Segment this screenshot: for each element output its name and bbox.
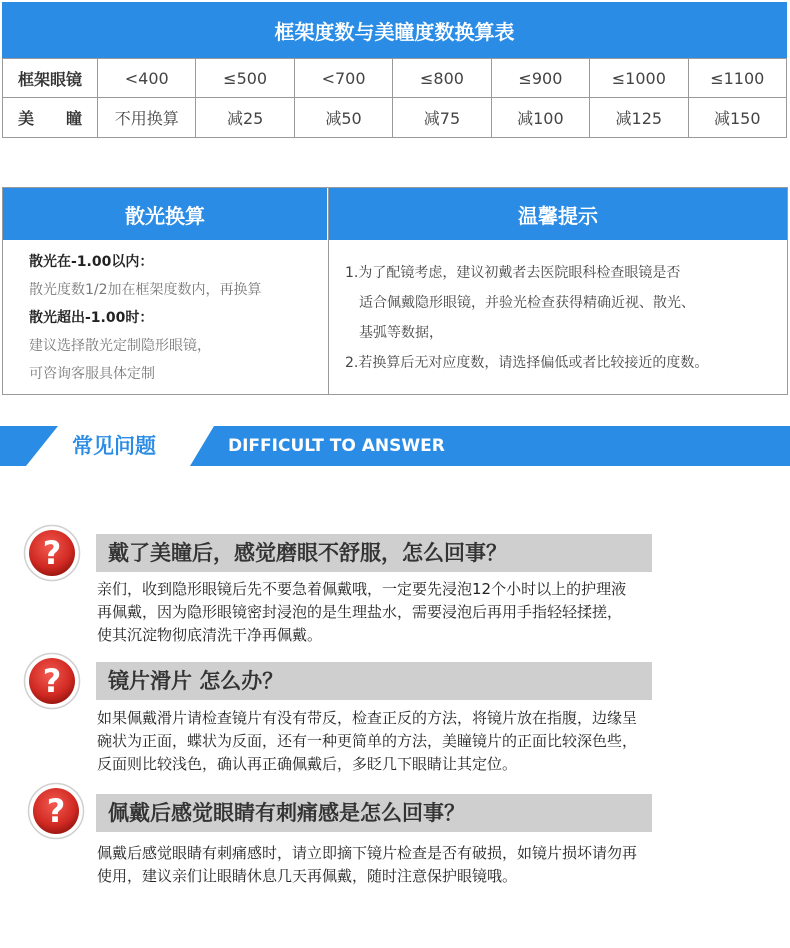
astig-line: 建议选择散光定制隐形眼镜， bbox=[29, 338, 211, 354]
faq-answer bbox=[97, 578, 757, 647]
svg-text:?: ? bbox=[42, 662, 62, 700]
tips-line: 基弧等数据， bbox=[359, 325, 443, 341]
table-cell: 减150 bbox=[688, 98, 786, 138]
table-cell: ≤500 bbox=[196, 59, 294, 98]
faq-answer bbox=[97, 707, 757, 776]
table-cell: <400 bbox=[98, 59, 196, 98]
svg-text:?: ? bbox=[46, 792, 66, 830]
table-cell: ≤800 bbox=[393, 59, 491, 98]
faq-answer-line: 反面则比较浅色，确认再正确佩戴后，多眨几下眼睛让其定位。 bbox=[97, 755, 518, 773]
faq-answer-line: 使其沉淀物彻底清洗干净再佩戴。 bbox=[97, 626, 323, 644]
tips-title: 温馨提示 bbox=[329, 188, 787, 240]
conversion-table bbox=[2, 58, 787, 138]
table-cell: 美 瞳 bbox=[3, 98, 98, 138]
tips-line: 2.若换算后无对应度数，请选择偏低或者比较接近的度数。 bbox=[345, 355, 709, 371]
table-cell: ≤1100 bbox=[688, 59, 786, 98]
conversion-table-section bbox=[2, 2, 787, 138]
table-cell: 减75 bbox=[393, 98, 491, 138]
banner-title-cn: 常见问题 bbox=[72, 434, 156, 458]
tips-line: 适合佩戴隐形眼镜，并验光检查获得精确近视、散光、 bbox=[359, 295, 695, 311]
faq-answer bbox=[97, 842, 757, 888]
faq-answer-line: 使用，建议亲们让眼睛休息几天再佩戴，随时注意保护眼镜哦。 bbox=[97, 867, 518, 885]
tips-line: 1.为了配镜考虑，建议初戴者去医院眼科检查眼镜是否 bbox=[345, 265, 681, 281]
table-cell: 框架眼镜 bbox=[3, 59, 98, 98]
table-cell: <700 bbox=[294, 59, 392, 98]
faq-item bbox=[0, 648, 790, 778]
conversion-table-title: 框架度数与美瞳度数换算表 bbox=[2, 2, 787, 58]
astig-body bbox=[3, 240, 328, 388]
astig-panel bbox=[3, 188, 329, 394]
faq-answer-line: 亲们，收到隐形眼镜后先不要急着佩戴哦，一定要先浸泡12个小时以上的护理液 bbox=[97, 580, 627, 598]
table-cell: ≤1000 bbox=[590, 59, 688, 98]
table-row-frame bbox=[3, 59, 787, 98]
question-mark-icon bbox=[27, 782, 85, 840]
question-mark-icon bbox=[23, 652, 81, 710]
table-cell: 不用换算 bbox=[98, 98, 196, 138]
tips-body bbox=[329, 240, 787, 378]
table-cell: 减100 bbox=[491, 98, 589, 138]
faq-answer-line: 再佩戴，因为隐形眼镜密封浸泡的是生理盐水，需要浸泡后再用手指轻轻揉搓， bbox=[97, 603, 623, 621]
table-cell: 减125 bbox=[590, 98, 688, 138]
svg-text:?: ? bbox=[42, 534, 62, 572]
tips-panel bbox=[329, 188, 787, 394]
faq-banner bbox=[0, 426, 790, 466]
table-cell: 减50 bbox=[294, 98, 392, 138]
astig-line: 散光度数1/2加在框架度数内，再换算 bbox=[29, 282, 262, 298]
table-cell: ≤900 bbox=[491, 59, 589, 98]
faq-question: 戴了美瞳后，感觉磨眼不舒服，怎么回事？ bbox=[96, 534, 652, 572]
astig-tips-section bbox=[2, 187, 788, 395]
faq-item bbox=[0, 782, 790, 902]
astig-line: 散光在-1.00以内： bbox=[29, 254, 154, 270]
astig-line: 散光超出-1.00时： bbox=[29, 310, 154, 326]
table-row-contact bbox=[3, 98, 787, 138]
faq-item bbox=[0, 520, 790, 650]
faq-question: 佩戴后感觉眼睛有刺痛感是怎么回事？ bbox=[96, 794, 652, 832]
astig-line: 可咨询客服具体定制 bbox=[29, 366, 155, 382]
faq-answer-line: 佩戴后感觉眼睛有刺痛感时，请立即摘下镜片检查是否有破损，如镜片损坏请勿再 bbox=[97, 844, 638, 862]
astig-title: 散光换算 bbox=[3, 188, 328, 240]
question-mark-icon bbox=[23, 524, 81, 582]
faq-question: 镜片滑片 怎么办？ bbox=[96, 662, 652, 700]
faq-answer-line: 如果佩戴滑片请检查镜片有没有带反，检查正反的方法，将镜片放在指腹，边缘呈 bbox=[97, 709, 638, 727]
faq-answer-line: 碗状为正面，蝶状为反面，还有一种更简单的方法，美瞳镜片的正面比较深色些， bbox=[97, 732, 638, 750]
banner-title-en: DIFFICULT TO ANSWER bbox=[228, 436, 445, 456]
table-cell: 减25 bbox=[196, 98, 294, 138]
